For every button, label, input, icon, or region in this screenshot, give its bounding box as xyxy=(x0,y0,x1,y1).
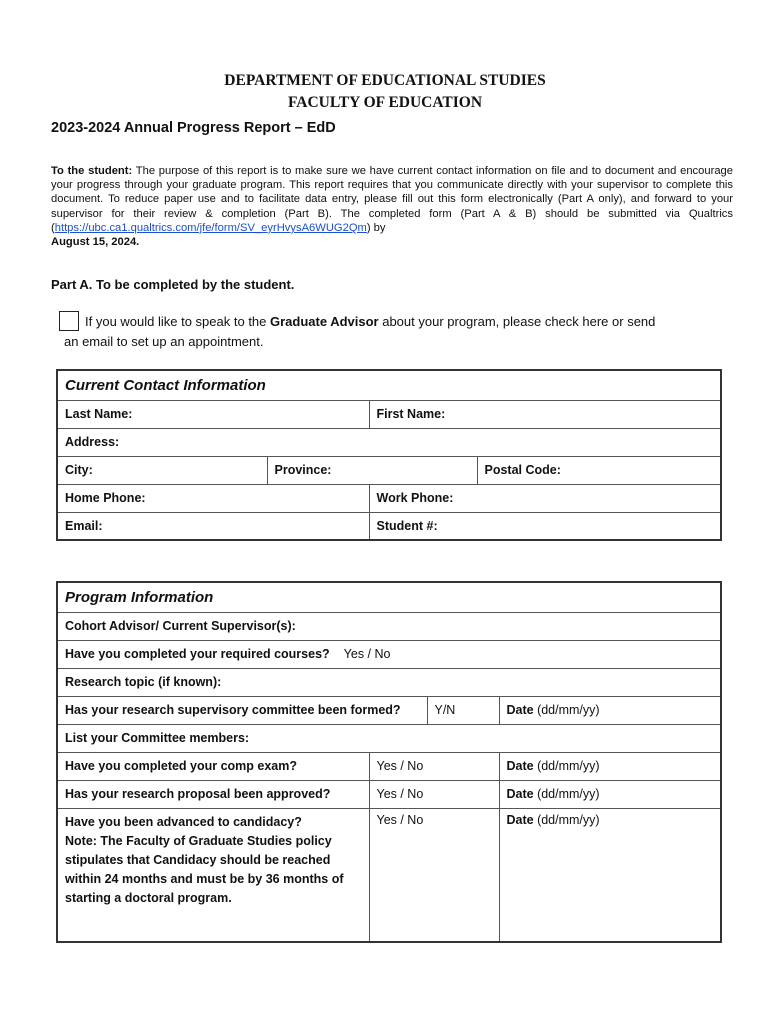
advisor-suffix: about your program, please check here or send xyxy=(378,314,656,329)
graduate-advisor-checkbox[interactable] xyxy=(59,311,79,331)
department-heading: DEPARTMENT OF EDUCATIONAL STUDIES xyxy=(224,72,546,89)
last-name-field[interactable]: Last Name: xyxy=(57,400,369,428)
qualtrics-link[interactable]: https://ubc.ca1.qualtrics.com/jfe/form/SV_eyrHvysA6WUG2Qm xyxy=(54,221,367,234)
candidacy-date-field[interactable] xyxy=(499,808,721,942)
candidacy-answer[interactable]: Yes / No xyxy=(369,808,499,942)
candidacy-question: Have you been advanced to candidacy? xyxy=(65,814,302,829)
home-phone-field[interactable]: Home Phone: xyxy=(57,484,369,512)
province-field[interactable]: Province: xyxy=(267,456,477,484)
comp-exam-answer[interactable]: Yes / No xyxy=(369,752,499,780)
comp-exam-date-field[interactable] xyxy=(499,752,721,780)
committee-date-label: Date xyxy=(506,703,534,717)
intro-lead: To the student: xyxy=(51,165,133,177)
candidacy-question-cell xyxy=(57,808,369,942)
program-info-table xyxy=(56,581,722,943)
comp-exam-date-label: Date xyxy=(506,759,534,773)
candidacy-date-label: Date xyxy=(506,812,534,827)
required-courses-answer[interactable]: Yes / No xyxy=(343,647,391,661)
report-title: 2023-2024 Annual Progress Report – EdD xyxy=(51,120,336,136)
faculty-heading: FACULTY OF EDUCATION xyxy=(287,94,483,111)
committee-date-field[interactable] xyxy=(499,696,721,724)
intro-paragraph xyxy=(51,164,733,249)
email-field[interactable]: Email: xyxy=(57,512,369,540)
required-courses-question: Have you completed your required courses? xyxy=(65,647,330,661)
first-name-field[interactable]: First Name: xyxy=(369,400,721,428)
intro-body: The purpose of this report is to make sure we have current contact information on file and to document and encourage your progress through your graduate program. This report requires that you communicate directly with your supervisor to complete this document. To reduce paper use and to facilitate data entry, please fill out this form electronically (Part A only), and forward to your supervisor for their review & completion (Part B). The completed form (Part A & B) should be submitted via Qualtrics ( xyxy=(51,165,733,234)
candidacy-note-line1: Note: The Faculty of Graduate Studies policy xyxy=(65,833,332,848)
candidacy-note-line4: starting a doctoral program. xyxy=(65,890,232,905)
proposal-date-format: (dd/mm/yy) xyxy=(533,787,600,801)
work-phone-field[interactable]: Work Phone: xyxy=(369,484,721,512)
part-a-title: Part A. To be completed by the student. xyxy=(51,277,295,292)
student-number-field[interactable]: Student #: xyxy=(369,512,721,540)
comp-exam-date-format: (dd/mm/yy) xyxy=(533,759,600,773)
required-courses-row[interactable] xyxy=(57,640,721,668)
advisor-prefix: If you would like to speak to the xyxy=(85,314,270,329)
proposal-answer[interactable]: Yes / No xyxy=(369,780,499,808)
contact-info-table xyxy=(56,369,722,541)
comp-exam-question: Have you completed your comp exam? xyxy=(57,752,369,780)
research-topic-field[interactable]: Research topic (if known): xyxy=(57,668,721,696)
deadline-text: August 15, 2024. xyxy=(51,236,140,249)
address-field[interactable]: Address: xyxy=(57,428,721,456)
committee-question: Has your research supervisory committee been formed? xyxy=(57,696,427,724)
candidacy-note-line2: stipulates that Candidacy should be reached xyxy=(65,852,331,867)
committee-members-field[interactable]: List your Committee members: xyxy=(57,724,721,752)
proposal-date-field[interactable] xyxy=(499,780,721,808)
cohort-advisor-field[interactable]: Cohort Advisor/ Current Supervisor(s): xyxy=(57,612,721,640)
proposal-question: Has your research proposal been approved? xyxy=(57,780,369,808)
committee-answer[interactable]: Y/N xyxy=(427,696,499,724)
advisor-bold: Graduate Advisor xyxy=(270,314,379,329)
advisor-request-text xyxy=(85,314,655,329)
advisor-request-text-line2: an email to set up an appointment. xyxy=(64,334,264,349)
city-field[interactable]: City: xyxy=(57,456,267,484)
proposal-date-label: Date xyxy=(506,787,534,801)
committee-date-format: (dd/mm/yy) xyxy=(533,703,600,717)
candidacy-note-line3: within 24 months and must be by 36 months of xyxy=(65,871,344,886)
program-section-title: Program Information xyxy=(57,582,721,612)
contact-section-title: Current Contact Information xyxy=(57,370,721,400)
candidacy-date-format: (dd/mm/yy) xyxy=(533,812,600,827)
postal-code-field[interactable]: Postal Code: xyxy=(477,456,721,484)
intro-after-link: ) by xyxy=(366,221,386,234)
